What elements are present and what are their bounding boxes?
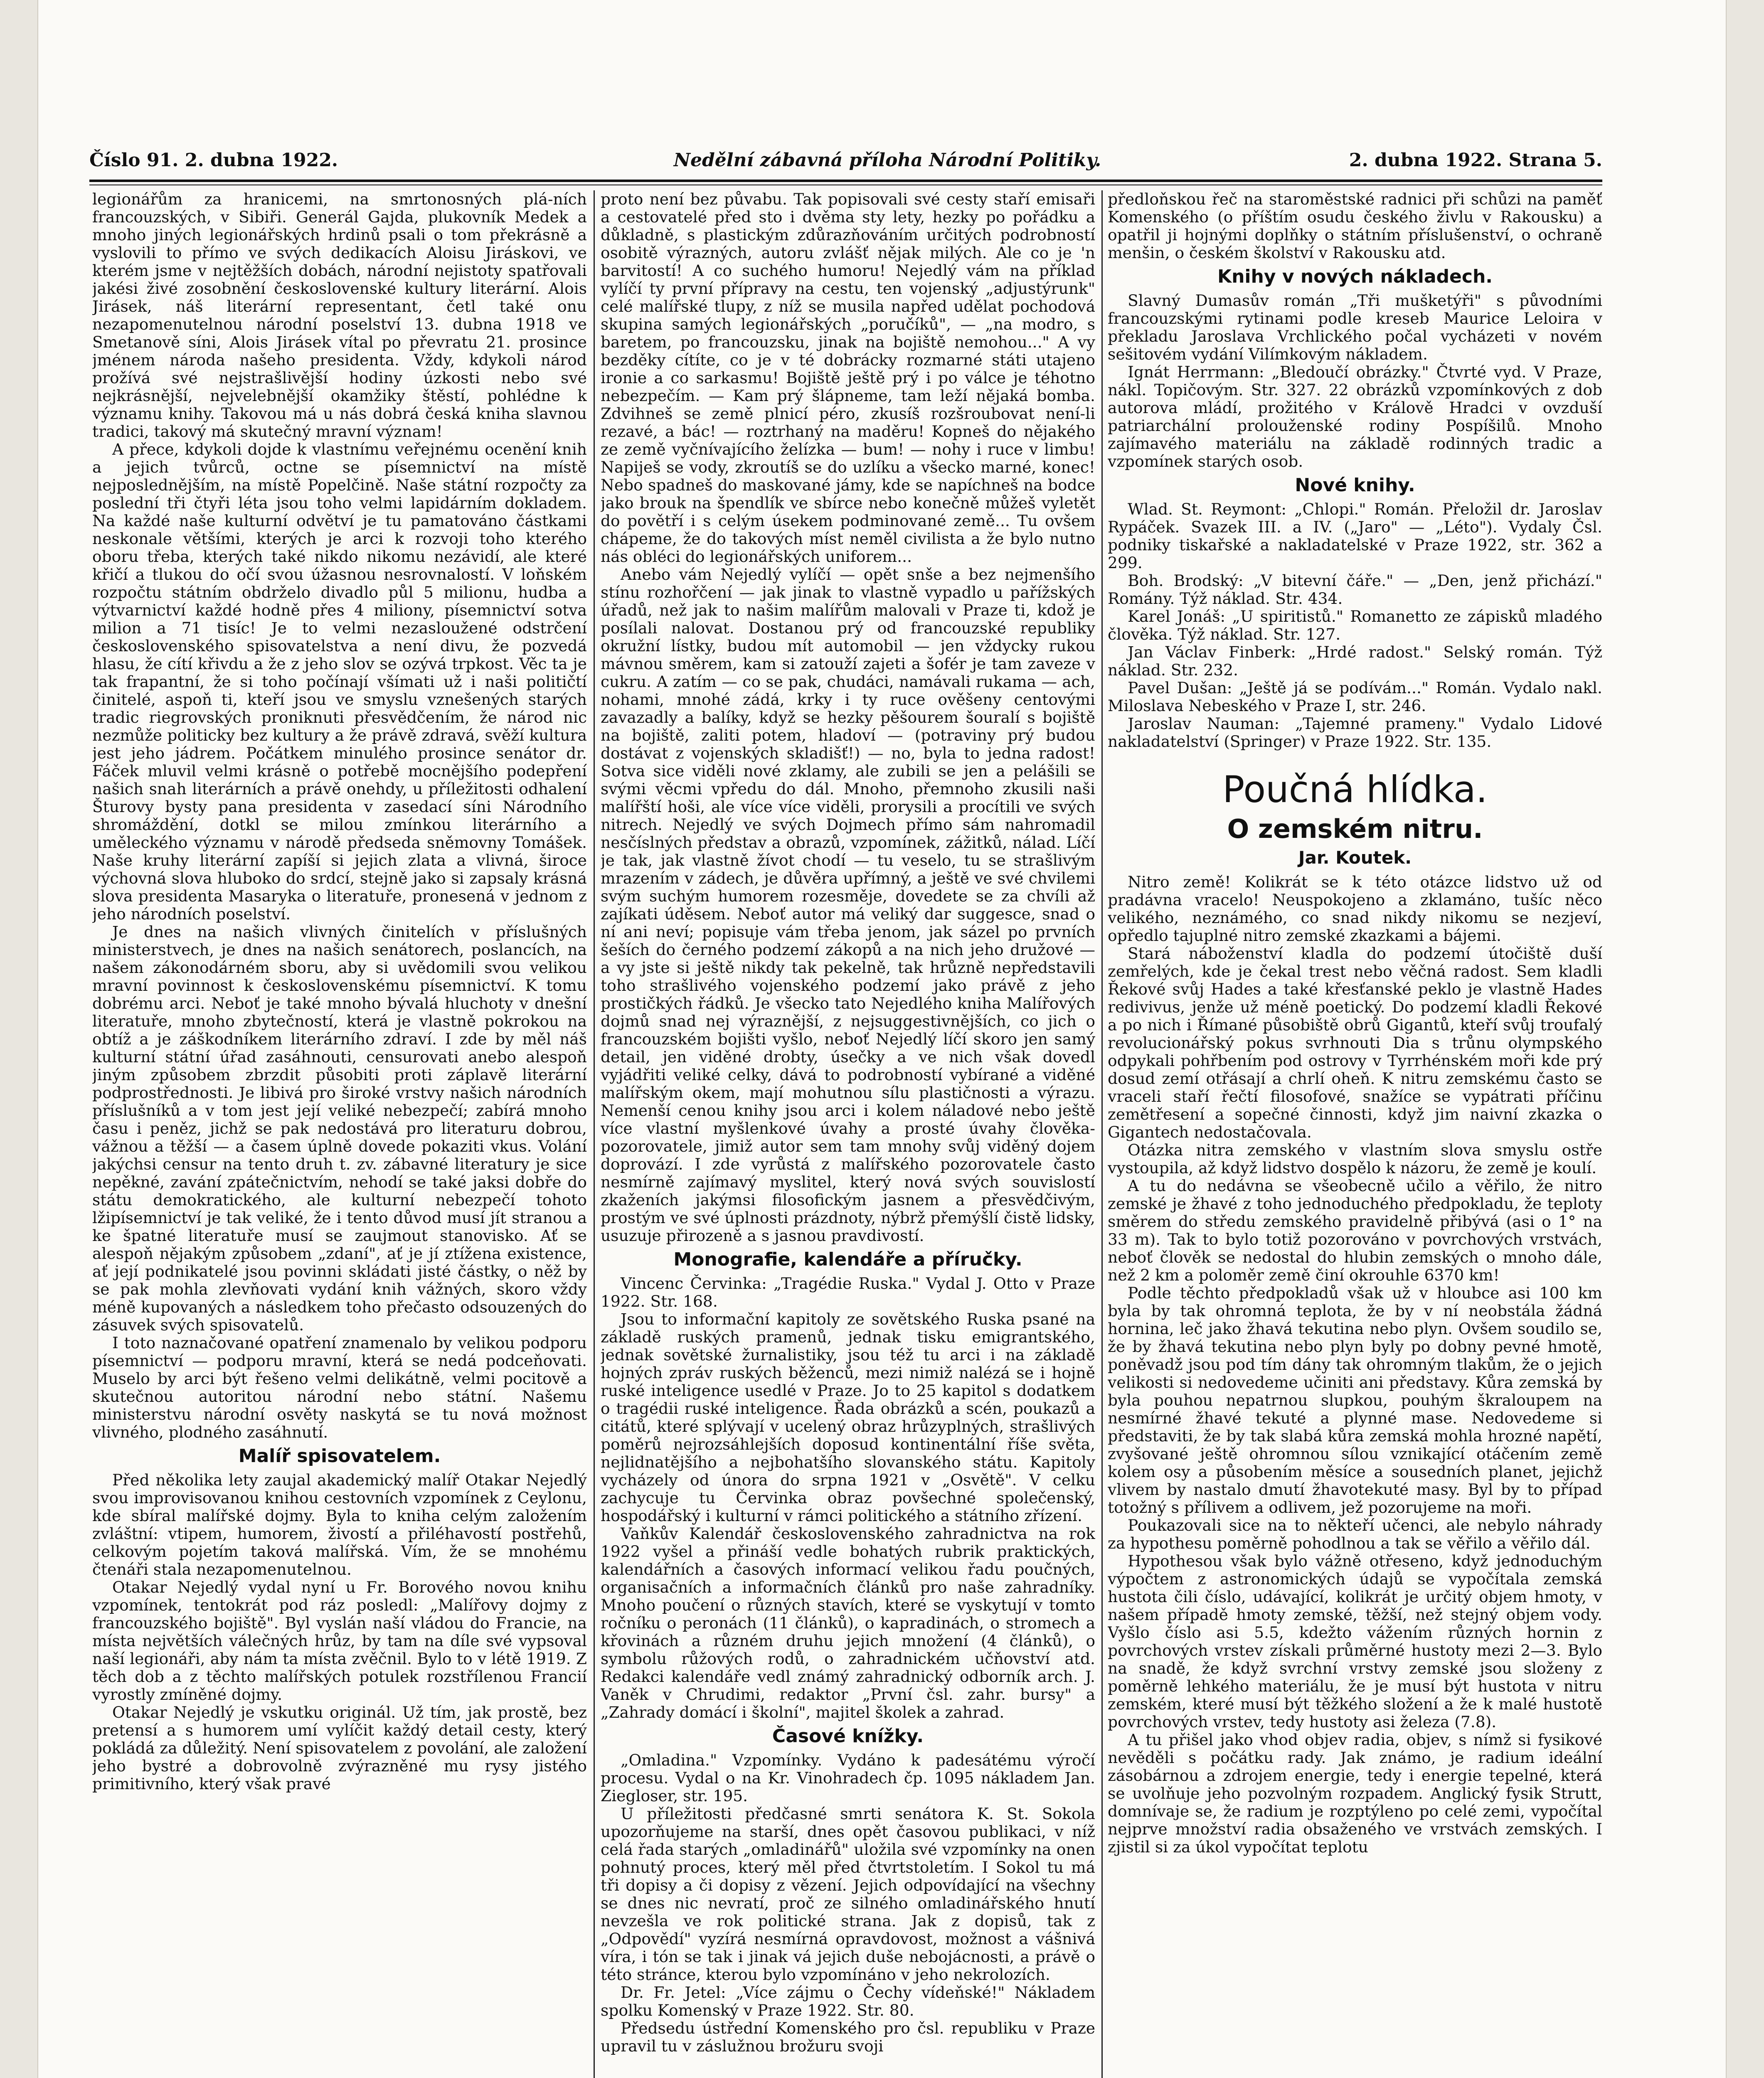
header-rule: [89, 180, 1602, 182]
book-entry: Pavel Dušan: „Ještě já se podívám..." Román. Vydalo nakl. Miloslava Nebeského v Praze I, str. 246.: [1108, 679, 1602, 715]
book-entry: „Omladina." Vzpomínky. Vydáno k padesátému výročí procesu. Vydal o na Kr. Vinohradech čp. 1095 nákladem Jan. Ziegloser, str. 195.: [601, 1751, 1095, 1805]
section-heading-nove: Nové knihy.: [1295, 475, 1415, 496]
paragraph: Stará náboženství kladla do podzemí útočiště duší zemřelých, kde je čekal trest nebo věčná radost. Sem kladli Řekové svůj Hades a také křesťanské peklo je vlastně Hades redivivus, jenže už méně poetický. Do podzemí kladli Řekové a po nich i Římané působiště obrů Gigantů, kteří svůj troufalý revolucionářský pokus svrhnouti Dia s trůnu olympského odpykali pohřbením pod ostrovy v Tyrrhénském moři kde prý dosud zemí otřásají a chrlí oheň. K nitru zemskému často se vraceli staří řečtí filosofové, snažíce se vypátrati příčinu zemětřesení a sopečné činnosti, když jim naivní zkazka o Gigantech nedostačovala.: [1108, 944, 1602, 1141]
section-heading-casove: Časové knížky.: [772, 1726, 924, 1747]
column-divider: [1101, 190, 1103, 2078]
header-page: 2. dubna 1922. Strana 5.: [1349, 150, 1602, 171]
paragraph: Vaňkův Kalendář československého zahradnictva na rok 1922 vyšel a přináší vedle bohatých rubrik praktických, kalendářních a časových informací velikou řadu poučných, organisačních a informačních článků pro naše zahradníky. Mnoho poučení o různých stavích, které se vyskytují v tomto ročníku o peronách (11 článků), o kapradinách, o stromech a křovinách a různém druhu jejich množení (4 článků), o symbolu růžových rodů, o zahradnickém učňovství atd. Redakci kalendáře vedl známý zahradnický odborník arch. J. Vaněk v Chrudimi, redaktor „První čsl. zahr. bursy" a „Zahrady domácí i školní", majitel školek a zahrad.: [601, 1524, 1095, 1721]
paragraph: Jsou to informační kapitoly ze sovětského Ruska psané na základě ruských pramenů, jednak tisku emigrantského, jednak sovětské žurnalistiky, jsou též tu arci i na základě hojných zpráv ruských běženců, mezi nimiž nalézá se i hojně ruské inteligence usedlé v Praze. Jo to 25 kapitol s dodatkem o tragédii ruské inteligence. Řada obrázků a scén, poukazů a citátů, které splývají v ucelený obraz hrůzyplných, strašlivých poměrů nejrozsáhlejších doposud kontinentální říše světa, nejlidnatějšího a nejbohatšího slovanského státu. Kapitoly vycházely od února do srpna 1921 v „Osvětě". V celku zachycuje tu Červinka obraz povšechné společenský, hospodářský i kulturní v rámci politického a státního zřízení.: [601, 1310, 1095, 1525]
paragraph: Anebo vám Nejedlý vylíčí — opět snše a bez nejmenšího stínu rozhořčení — jak jinak to vlastně vypadlo u pařížských úřadů, než jak to našim malířům malovali v Praze ti, kdož je posílali nalovat. Dostanou prý od francouzské republiky okružní lístky, budou mít automobil — jen vždycky rukou mávnou směrem, kam si zatouží zajeti a šofér je tam zaveze v cukru. A zatím — co se pak, chudáci, namávali rukama — ach, nohami, mnohé zádá, krky i ty ruce ověšeny centovými zavazadly a balíky, když se hezky pěšourem šouralí s bojiště na bojiště, zaliti potem, hladoví — (potraviny prý budou dostávat z vojenských skladišť!) — no, byla to jedna radost! Sotva sice viděli nové zklamy, ale zubili se jen a pelášili se svými věcmi vpředu do dál. Mnoho, přemnoho zkusili naši malířští hoši, ale více více viděli, prorysili a procítili ve svých nitrech. Nejedlý ve svých Dojmech přímo sám nahromadil nesčíslných představ a obrazů, vzpomínek, zážitků, nálad. Líčí je tak, jak vlastně žívot chodí — tu veselo, tu se strašlivým mrazením v zádech, je důvěra upřímný, a ještě ve své chvilemi svým suchým humorem rozesměje, dovedete se za chvíli až zajíkati úděsem. Neboť autor má veliký dar suggesce, snad o ní ani neví; popisuje vám třeba jenom, jak sázel po prvních šeších do černého podzemí zákopů a na nich jeho družové — a vy jste si ještě nikdy tak pekelně, tak hrůzně nepředstavili toho strašlivého vojenského podzemí jako právě z jeho prostičkých řádků. Je všecko tato Nejedlého kniha Malířových dojmů snad nej výraznější, z nejsuggestivnějších, co jich o francouzském bojišti vyšlo, neboť Nejedlý líčí skoro jen samý detail, jen viděné drobty, úsečky a ve nich však dovedl vyjádřiti veliké celky, dává to podrobností vybírané a viděné malířským okem, mají mohutnou sílu plastičnosti a výrazu. Nemenší cenou knihy jsou arci i kolem náladové nebo ještě více vlastní myšlenkové úvahy a prosté úvahy člověka-pozorovatele, jimiž autor sem tam mnohy svůj viděný dojem doprovází. I zde vyrůstá z malířského pozorovatele často nesmírně zajímavý myslitel, který nová svých souvislostí zkaženích jakýmsi filosofickým jasnem a přesvědčivým, prostým ve své úplnosti prázdnoty, nýbrž přemýšlí čistě lidsky, usuzuje přirozeně a s jasnou pravdivostí.: [601, 565, 1095, 1245]
book-entry: Jan Václav Finberk: „Hrdé radost." Selský román. Týž náklad. Str. 232.: [1108, 643, 1602, 679]
paragraph: předloňskou řeč na staroměstské radnici při schůzi na paměť Komenského (o příštím osudu českého živlu v Rakousku) a opatřil ji hojnými doplňky o státním příslušenství, o ochraně menšin, o českém školství v Rakousku atd.: [1108, 190, 1602, 262]
header-title: Nedělní zábavná příloha Národní Politiky.: [673, 150, 1101, 171]
paragraph: A přece, kdykoli dojde k vlastnímu veřejnému ocenění knih a jejich tvůrců, octne se písemnictví na místě nejposlednějším, na místě Popelčině. Naše státní rozpočty za poslední tři čtyři léta jsou toho velmi lapidárním dokladem. Na každé naše kulturní odvětví je tu pamatováno částkami neskonale většími, kterých je arci k rozvoji toho kterého oboru třeba, kterých také nikdo nikomu nezávidí, ale které křičí a tlukou do očí svou úžasnou nesrovnalostí. V loňském rozpočtu státním obdrželo divadlo půl 5 milionu, hudba a výtvarnictví každé hodně přes 4 miliony, písemnictví sotva milion a 71 tisíc! Je to velmi nezasloužené odstrčení československého spisovatelstva a není divu, že pozvedá hlasu, že cítí křivdu a že z jeho slov se ozývá trpkost. Věc ta je tak frapantní, že si toho počínají všímati už i naši političtí činitelé, aspoň ti, kteří jsou ve smyslu vznešených starých tradic riegrovských proniknuti přesvědčením, že národ nic nezmůže politicky bez kultury a že právě zdravá, svěží kultura jest jeho jádrem. Počátkem minulého prosince senátor dr. Fáček mluvil velmi krásně o potřebě mocnějšího podepření našich snah literárních a právě onehdy, u příležitosti odhalení Šturovy bysty pana presidenta v zasedací síni Národního shromáždění, dotkl se milou zmínkou literárního a uměleckého významu v národě předseda sněmovny Tomášek. Naše kruhy literární zapíší si jejich zlata a vlivná, široce výchovná slova hluboko do srdcí, stejně jako si zapsaly krásná slova presidenta Masaryka o literatuře, pronesená v jednom z jeho národních poselství.: [92, 440, 587, 923]
section-heading-monografie: Monografie, kalendáře a příručky.: [673, 1249, 1022, 1270]
scan-edge-left: [0, 0, 38, 2078]
scan-edge-right: [1726, 0, 1764, 2078]
paragraph: legionářům za hranicemi, na smrtonosných plá-ních francouzských, v Sibiři. Generál Gajda, plukovník Medek a mnoho jiných legionářských hrdinů psali o tom překrásně a vyslovili to přímo ve svých dedikacích Aloisu Jiráskovi, ve kterém jsme v nejtěžších dobách, národní nejistoty spatřovali jakési živé zosobnění československé kultury literární. Alois Jirásek, náš literární representant, četl také onu nezapomenutelnou národní poselství 13. dubna 1918 ve Smetanově síni, Alois Jirásek vítal po převratu 21. prosince jménem národa našeho presidenta. Vždy, kdykoli národ prožívá své nejstrašlivější hodiny úzkosti nebo své nejkrásnější, nejvelebnější okamžiky štěstí, pohlédne k významu knihy. Takovou má u nás dobrá česká kniha slavnou tradici, takový má skutečný mravní význam!: [92, 190, 587, 441]
section-title-poucna-hlidka: Poučná hlídka.: [1222, 768, 1488, 811]
column-divider: [594, 190, 595, 2078]
book-entry: Ignát Herrmann: „Bledoučí obrázky." Čtvrté vyd. V Praze, nákl. Topičovým. Str. 327. 22 obrázků vzpomínkových z dob autorova mládí, prožitého v Králově Hradci v ovzduší patriarchální prolouženské rodiny Pospíšilů. Mnoho zajímavého materiálu na základě rodinných tradic a vzpomínek starých osob.: [1108, 363, 1602, 470]
paragraph: U příležitosti předčasné smrti senátora K. St. Sokola upozorňujeme na starší, dnes opět časovou publikaci, v níž celá řada starých „omladinářů" uložila své vzpomínky na onen pohnutý proces, který měl před čtvrtstoletím. I Sokol tu má tři dopisy a či dopisy z vězení. Jejich odpovídající na všechny se dnes nic nevratí, proč ze silného omladinářského hnutí nevzešla ve rok politické strana. Jak z dopisů, tak z „Odpovědí" vyzírá nesmírná opravdovost, možnost a vášnivá víra, i tón se tak i jinak vá jejich duše nebojácnosti, a právě o této stránce, kterou bylo vzpomínáno v jeho nekrolozích.: [601, 1805, 1095, 1984]
paragraph: A tu přišel jako vhod objev radia, objev, s nímž si fysikové nevěděli s počátku rady. Jak známo, je radium ideální zásobárnou a zdrojem energie, tedy i energie tepelné, která se uvolňuje jeho pozvolným rozpadem. Anglický fysik Strutt, domnívaje se, že radium je rozptýleno po celé zemi, vypočítal nejprve množství radia obsaženého ve vrstvách zemských. I zjistil si za úkol vypočítat teplotu: [1108, 1731, 1602, 1856]
paragraph: proto není bez půvabu. Tak popisovali své cesty staří emisaři a cestovatelé před sto i dvěma sty lety, hezky po pořádku a důkladně, s plastickým zdůrazňováním určitých podrobností osobitě výrazných, autoru zvlášť nějak milých. Ale co je 'n barvitostí! A co suchého humoru! Nejedlý vám na příklad vylíčí ty první přípravy na cestu, ten vojenský „adjustýrunk" celé malířské tlupy, z níž se musila napřed udělat pochodová skupina samých legionářských „poručíků", — „na modro, s baretem, po francouzsku, jinak na bojiště nemohou..." A vy bezděky cítíte, co je v té dobrácky rozmarné státi utajeno ironie a co sarkasmu! Bojiště ještě prý i po válce je téhotno nebezpečím. — Kam prý šlápneme, tam leží nějaká bomba. Zdvihneš se země plnicí péro, zkusíš rozšroubovat není-li rezavé, a bác! — roztrhaný na maděru! Kopneš do nějakého ze země vyčnívajícího želízka — bum! — nohy i ruce v limbu! Napiješ se vody, zkroutíš se do uzlíku a všecko marné, konec! Nebo spadneš do maskované jámy, kde se napíchneš na bodce jako brouk na špendlík ve sbírce nebo konečně můžeš vyletět do povětří i s celým úsekem podminované země... Tu ovšem chápeme, že do takových míst neměl civilista a že bylo nutno nás obléci do legionářských uniforem...: [601, 190, 1095, 566]
section-heading-malir: Malíř spisovatelem.: [238, 1445, 441, 1467]
book-entry: Wlad. St. Reymont: „Chlopi." Román. Přeložil dr. Jaroslav Rypáček. Svazek III. a IV. („Jaro" — „Léto"). Vydaly Čsl. podniky tiskařské a nakladatelské v Praze 1922, str. 362 a 299.: [1108, 500, 1602, 572]
paragraph: Hypothesou však bylo vážně otřeseno, když jednoduchým výpočtem z astronomických údajů se vypočítala zemská hustota čili číslo, udávající, kolikrát je určitý objem hmoty, v našem případě hmoty zemské, těžší, než stejný objem vody. Vyšlo číslo asi 5.5, kdežto vážením různých hornin z povrchových vrstev získali průměrné hustoty mezi 2—3. Bylo na snadě, že když svrchní vrstvy zemské jsou složeny z poměrně lehkého materiálu, že je musí být hustota v nitru zemském, které musí být těžkého složení a že k malé hustotě povrchových vrstev, tedy hustoty asi železa (7.8).: [1108, 1552, 1602, 1731]
book-entry: Vincenc Červinka: „Tragédie Ruska." Vydal J. Otto v Praze 1922. Str. 168.: [601, 1274, 1095, 1310]
book-entry: Slavný Dumasův román „Tři mušketýři" s původními francouzskými rytinami podle kreseb Maurice Leloira v překladu Jaroslava Vrchlického počal vycházeti v novém sešitovém vydání Vilímkovým nákladem.: [1108, 291, 1602, 363]
paragraph: Poukazovali sice na to někteří učenci, ale nebylo náhrady za hypothesu poměrně pohodlnou a tak se věřilo a věřilo dál.: [1108, 1516, 1602, 1552]
paragraph: Otakar Nejedlý je vskutku originál. Už tím, jak prostě, bez pretensí a s humorem umí vylíčit každý detail cesty, který pokládá za důležitý. Není spisovatelem z povolání, ale založení jeho bystré a dobrovolně zvýrazněné mu rysy jistého primitivního, který však pravé: [92, 1703, 587, 1793]
paragraph: Před několika lety zaujal akademický malíř Otakar Nejedlý svou improvisovanou knihou cestovních vzpomínek z Ceylonu, kde sbíral malířské dojmy. Byla to kniha celým založením zvláštní: vtipem, humorem, živostí a přiléhavostí postřehů, celkovým pojetím taková malířská. Vím, že se mnohému čtenáři stala nezapomenutelnou.: [92, 1471, 587, 1578]
header-issue: Číslo 91. 2. dubna 1922.: [89, 150, 338, 171]
column-1: [92, 190, 587, 2078]
book-entry: Karel Jonáš: „U spiritistů." Romanetto ze zápisků mladého člověka. Týž náklad. Str. 127.: [1108, 607, 1602, 643]
paragraph: Otakar Nejedlý vydal nyní u Fr. Borového novou knihu vzpomínek, tentokrát pod ráz posledl: „Malířovy dojmy z francouzského bojiště". Byl vyslán naší vládou do Francie, na místa největších válečných hrůz, by tam na díle své vypsoval naší legionáři, aby nám ta místa zvěčnil. Bylo to v létě 1919. Z těch dob a z těchto malířských potulek rozstřílenou Francií vyrostly zmíněné dojmy.: [92, 1578, 587, 1704]
book-entry: Jaroslav Nauman: „Tajemné prameny." Vydalo Lidové nakladatelství (Springer) v Praze 1922. Str. 135.: [1108, 714, 1602, 751]
paragraph: Je dnes na našich vlivných činitelích v příslušných ministerstvech, je dnes na našich senátorech, poslancích, na našem zákonodárném sboru, aby si uvědomili svou velikou mravní povinnost k československému písemnictví. K tomu dobrému arci. Neboť je také mnoho bývalá hluchoty v dnešní literatuře, mnoho zbytečností, která je vlastně pokrokou na obtíž a je záškodníkem literárního zdraví. I zde by měl náš kulturní státní úřad zasáhnouti, censurovati anebo alespoň jiným způsobem zbrzdit působiti proti záplavě literární podprostřednosti. Je libivá pro široké vrstvy našich národních příslušníků a v tom jest její veliké nebezpečí; zabírá mnoho času i peněz, jichž se pak nedostává pro literaturu dobrou, vážnou a těžší — a časem úplně dovede pokaziti vkus. Volání jakýchsi censur na tento druh t. zv. zábavné literatury je sice nepěkné, zavání zpátečnictvím, nehodí se také jaksi dobře do státu demokratického, ale kulturní nebezpečí tohoto lžipísemnictví je tak veliké, že i tento důvod musí jít stranou a ke špatné literatuře musí se zaujmout stanovisko. Ať se alespoň nějakým způsobem „zdaní", ať je jí ztížena existence, ať její podnikatelé jsou povinni skládati jisté částky, o něž by se pak mohla zlevňovati vydání knih vážných, skoro vždy méně kupovaných a následkem toho přečasto odsouzených do zásuvek svých spisovatelů.: [92, 923, 587, 1334]
article-author: Jar. Koutek.: [1298, 847, 1412, 868]
paragraph: Podle těchto předpokladů však už v hloubce asi 100 km byla by tak ohromná teplota, že by v ní neobstála žádná hornina, leč jako žhavá tekutina nebo plyn. Ovšem soudilo se, že by žhavá tekutina nebo plyn byly po dobny pevné hmotě, poněvadž jsou pod tím dány tak ohromným tlakům, že o jejich velikosti si nedovedeme učiniti ani představy. Kůra zemská by byla pouhou nepatrnou slupkou, pouhým škraloupem na nesmírné žhavé tekuté a plynné mase. Nedovedeme si představiti, že by tak slabá kůra zemská mohla hrozné napětí, zvyšované ještě ohromnou sílou vznikající otáčením země kolem osy a působením měsíce a sousedních planet, jejichž vlivem by nastalo dmutí žhavotekuté masy. Byl by to případ totožný s přílivem a odlivem, jež pozorujeme na moři.: [1108, 1284, 1602, 1517]
paragraph: Otázka nitra zemského v vlastním slova smyslu ostře vystoupila, až když lidstvo dospělo k názoru, že země je koulí.: [1108, 1141, 1602, 1177]
book-entry: Dr. Fr. Jetel: „Více zájmu o Čechy vídeňské!" Nákladem spolku Komenský v Praze 1922. Str. 80.: [601, 1983, 1095, 2019]
column-2: [601, 190, 1095, 2078]
book-entry: Boh. Brodský: „V bitevní čáře." — „Den, jenž přichází." Romány. Týž náklad. Str. 434.: [1108, 571, 1602, 608]
section-heading-knihy: Knihy v nových nákladech.: [1217, 266, 1493, 287]
paragraph: Předsedu ústřední Komenského pro čsl. republiku v Praze upravil tu v záslužnou brožuru svoji: [601, 2019, 1095, 2055]
page-header: [89, 150, 1602, 179]
paragraph: Nitro země! Kolikrát se k této otázce lidstvo už od pradávna vracelo! Neuspokojeno a zklamáno, tušíc něco velikého, neznámého, co snad nikdy nikomu se nezjeví, opředlo tajuplné nitro zemské zkazkami a bájemi.: [1108, 873, 1602, 945]
column-3: [1108, 190, 1602, 2078]
paragraph: I toto naznačované opatření znamenalo by velikou podporu písemnictví — podporu mravní, která se nedá podceňovati. Muselo by arci být řešeno velmi delikátně, velmi pocitově a skutečnou autoritou národní nebo státní. Našemu ministerstvu národní osvěty naskytá se tu nová možnost vlivného, plodného zasáhnutí.: [92, 1334, 587, 1441]
paragraph: A tu do nedávna se všeobecně učilo a věřilo, že nitro zemské je žhavé z toho jednoduchého předpokladu, že teploty směrem do středu zemského pravidelně přibývá (asi o 1° na 33 m). Tak to bylo totiž pozorováno v povrchových vrstvách, neboť člověk se nedostal do hlubin zemských o mnoho dále, než 2 km a poloměr země činí okrouhle 6370 km!: [1108, 1177, 1602, 1284]
article-title: O zemském nitru.: [1227, 814, 1483, 844]
